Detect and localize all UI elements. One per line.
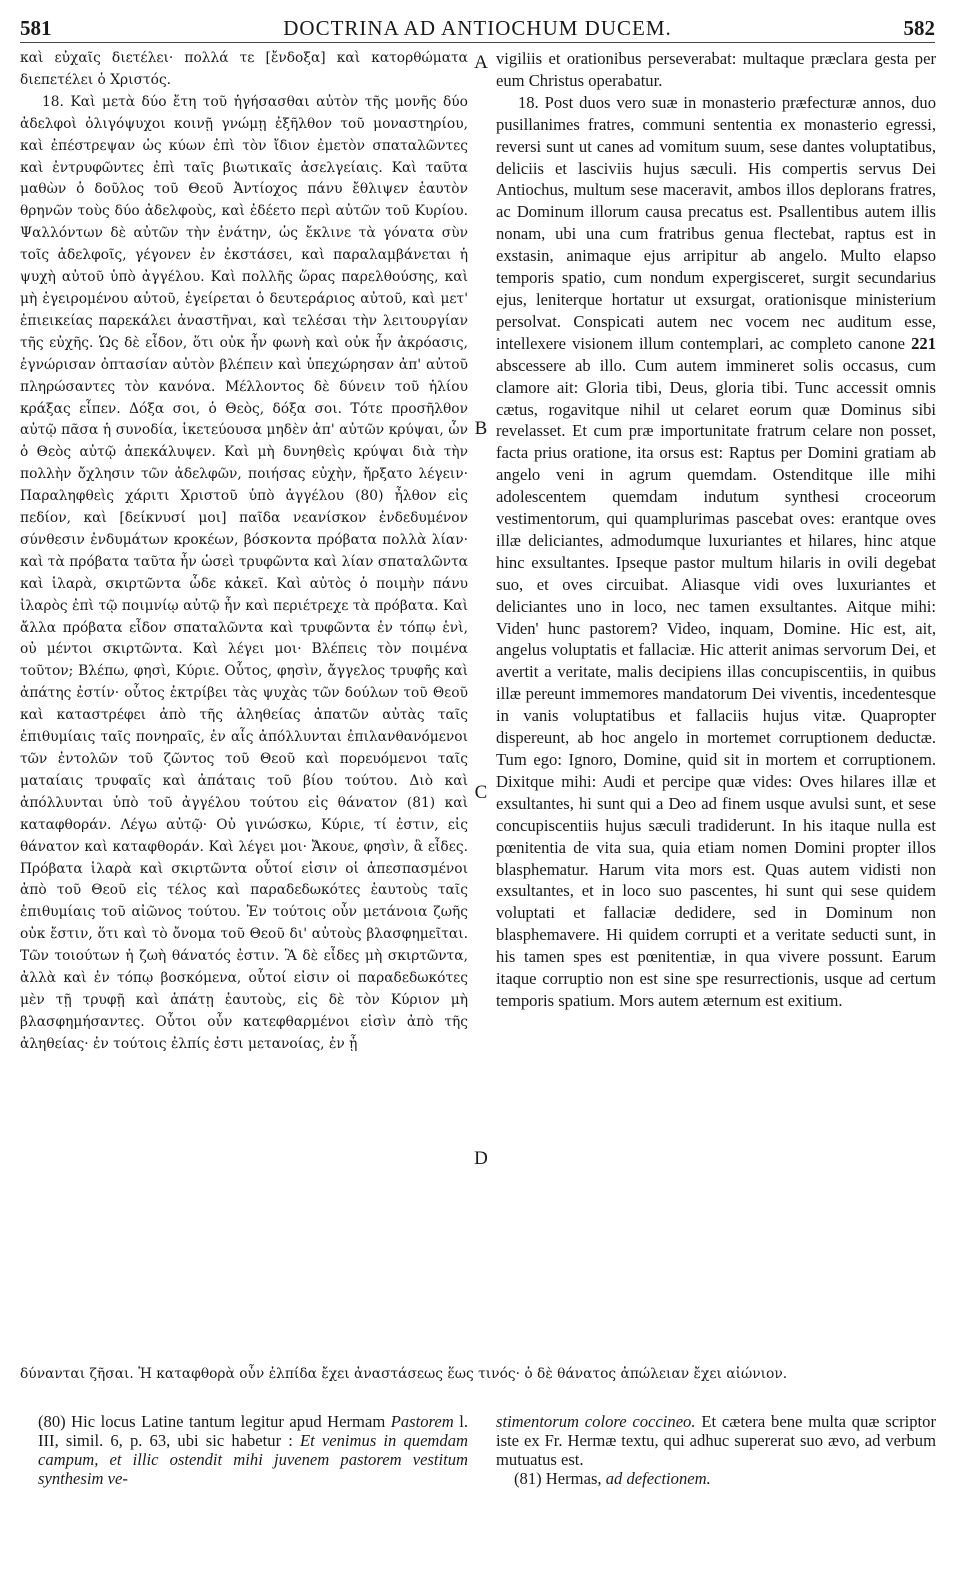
latin-paragraph-18-part-2: abscessere ab illo. Cum autem immineret solis occasus, cum clamore ait: Gloria tibi, Deus, gloria tibi. Tunc accessit omnis cætus, rogavitque nihil ut celaret eorum quæ Dominus sibi revelasset. Et cum præ importunitate fratrum celare non posset, facta prius oratione, ita orsus est: Raptus per Domini gratiam ab angelo veni in agrum quemdam. Ostenditque ille mihi adolescentem quemdam indutum synthesi croceorum vestimentorum, qui quamplurimas pascebat oves: erantque oves illæ deliciantes, admodumque luxuriantes et hilares, hinc atque hinc exsultantes. Ipseque pastor multum hilaris in ovili degebat suo, et oves circuibat. Aliasque vidi oves luxuriantes et deliciantes uno in loco, nec tamen exsultantes. Aitque mihi: Viden' hunc pastorem? Video, inquam, Domine. Hic est, ait, angelus voluptatis et fallaciæ. Hic atterit animas servorum Dei, et avertit a veritate, malis decipiens illas concupiscentiis, in quibus illæ pereunt immemores mandatorum Dei viventis, incedentesque in vanis voluptatibus et fallaciis hujus vitæ. Quapropter dispereunt, ab hoc angelo in mortemet corruptionem deductæ. Tum ego: Ignoro, Domine, quid sit in mortem et corruptionem. Dixitque mihi: Audi et percipe quæ vides: Oves hilares illæ et exsultantes, hi sunt qui a Deo ad finem usque avulsi sunt, et sese concupiscentiis hujus sæculi tradiderunt. In his itaque nulla est pœnitentia de vita sua, quia etiam nomen Domini propter illos blasphematur. Harum vita mors est. Quas autem vidisti non exsultantes, et in loco suo pascentes, hi sunt qui sese quidem voluptati et fallaciæ dedidere, sed in Dominum non blasphemavere. Hi quidem corrupti et a veritate seducti sunt, in his tamen spes est pœnitentiæ, in qua vivere possunt. Earum itaque corruptio non est sine spe resurrectionis, usque ad certum temporis spatium. Mors autem æternum est exitium. (496, 355, 936, 1010)
footnotes-left (20, 1412, 468, 1562)
column-number: 221 (911, 333, 936, 353)
latin-paragraph-18 (496, 92, 936, 1012)
footnote-80-continued (496, 1412, 936, 1469)
footnote-80-quote-end: stimentorum colore coccineo. (496, 1412, 696, 1431)
latin-paragraph-1: vigiliis et orationibus perseverabat: multaque præclara gesta per eum Christus operabatur. (496, 49, 936, 90)
page-number-left: 581 (20, 16, 52, 40)
greek-paragraph-18: 18. Καὶ μετὰ δύο ἔτη τοῦ ἡγήσασθαι αὐτὸν τῆς μονῆς δύο ἀδελφοὶ ὀλιγόψυχοι κοινῇ γνώμῃ ἐξῆλθον τοῦ μοναστηρίου, καὶ ἐπέστρεψαν ὡς κύων ἐπὶ τὸν ἴδιον ἐμετὸν σπαταλῶντες καὶ ἐντρυφῶντες ἐπὶ ταῖς βιωτικαῖς ἀσελγείαις. Καὶ ταῦτα μαθὼν ὁ δοῦλος τοῦ Θεοῦ Ἀντίοχος πάνυ ἔθλιψεν ἑαυτὸν θρηνῶν τοὺς δύο ἀδελφοὺς, καὶ ἐδέετο περὶ αὐτῶν τοῦ Κυρίου. Ψαλλόντων δὲ αὐτῶν τὴν ἐνάτην, ὡς ἔκλινε τὰ γόνατα σὺν τοῖς ἀδελφοῖς, γέγονεν ἐν ἐκστάσει, καὶ παραλαμβάνεται ἡ ψυχὴ αὐτοῦ ὑπὸ ἀγγέλου. Καὶ πολλῆς ὥρας παρελθούσης, καὶ μὴ ἐγειρομένου αὐτοῦ, ἐγείρεται ὁ δευτεράριος αὐτοῦ, καὶ μετ' ἐπιεικείας παρεκάλει ἀναστῆναι, καὶ τελέσαι τὴν λειτουργίαν τῆς εὐχῆς. Ὡς δὲ εἶδον, ὅτι οὐκ ἦν φωνὴ καὶ οὐκ ἦν ἀκρόασις, ἐγνώρισαν ὀπτασίαν αὐτὸν βλέπειν καὶ ὑπεχώρησαν ἀπ' αὐτοῦ πληρώσαντες τὸν κανόνα. Μέλλοντος δὲ δύνειν τοῦ ἡλίου κράξας εἶπεν. Δόξα σοι, ὁ Θεὸς, δόξα σοι. Τότε προσῆλθον αὐτῷ πᾶσα ἡ συνοδία, ἱκετεύουσα μηδὲν ἀπ' αὐτῶν κρύψαι, ὧν ὁ Θεὸς αὐτῷ ἀπεκάλυψεν. Καὶ μὴ δυνηθεὶς κρύψαι διὰ τὴν πολλὴν ὄχλησιν τῶν ἀδελφῶν, ποιήσας εὐχὴν, ἤρξατο λέγειν· Παραληφθεὶς χάριτι Χριστοῦ ὑπὸ ἀγγέλου (80) ἦλθον εἰς πεδίον, καὶ [δείκνυσί μοι] παῖδα νεανίσκον ἐνδεδυμένον σύνθεσιν ἐνδυμάτων κροκέων, βόσκοντα πρόβατα πολλὰ λίαν· καὶ τὰ πρόβατα ταῦτα ἦν ὡσεὶ τρυφῶντα καὶ λίαν σπαταλῶντα καὶ ἱλαρὰ, σκιρτῶντα ὧδε κἀκεῖ. Καὶ αὐτὸς ὁ ποιμὴν πάνυ ἱλαρὸς ἐπὶ τῷ ποιμνίῳ αὐτῷ ἦν καὶ περιέτρεχε τὰ πρόβατα. Καὶ ἄλλα πρόβατα εἶδον σπαταλῶντα καὶ τρυφῶντα ἐν τόπῳ ἑνὶ, οὐ μέντοι σκιρτῶντα. Καὶ λέγει μοι· Βλέπεις τὸν ποιμένα τοῦτον; Βλέπω, φησὶ, Κύριε. Οὗτος, φησὶν, ἄγγελος τρυφῆς καὶ ἀπάτης ἐστίν· οὗτος ἐκτρίβει τὰς ψυχὰς τῶν δούλων τοῦ Θεοῦ καὶ καταστρέφει ἀπὸ τῆς ἀληθείας ἀπατῶν αὐτὰς ταῖς ἐπιθυμίαις ταῖς πονηραῖς, ἐν αἷς ἀπόλλυνται ἐπιλανθανόμενοι τῶν ἐντολῶν τοῦ ζῶντος τοῦ Θεοῦ καὶ πορευόμενοι ταῖς ματαίαις τρυφαῖς καὶ ἀπάταις τοῦ βίου τούτου. Διὸ καὶ ἀπόλλυνται ὑπὸ τοῦ ἀγγέλου τούτου εἰς θάνατον (81) καὶ καταφθοράν. Λέγω αὐτῷ· Οὐ γινώσκω, Κύριε, τί ἐστιν, εἰς θάνατον καὶ καταφθοράν. Καὶ λέγει μοι· Ἄκουε, φησὶν, ἃ εἶδες. Πρόβατα ἱλαρὰ καὶ σκιρτῶντα οὗτοί εἰσιν οἱ ἀπεσπασμένοι ἀπὸ τοῦ Θεοῦ εἰς τέλος καὶ παραδεδωκότες ἑαυτοὺς ταῖς ἐπιθυμίαις τοῦ αἰῶνος τούτου. Ἐν τούτοις οὖν μετάνοια ζωῆς οὐκ ἔστιν, ὅτι καὶ τὸ ὄνομα τοῦ Θεοῦ δι' αὐτοὺς βλασφημεῖται. Τῶν τοιούτων ἡ ζωὴ θάνατός ἐστιν. Ἃ δὲ εἶδες μὴ σκιρτῶντα, ἀλλὰ καὶ ἐν τόπῳ βοσκόμενα, οὗτοί εἰσιν οἱ παραδεδωκότες μὲν τῇ τρυφῇ καὶ ἀπάτῃ ἑαυτοὺς, εἰς δὲ τὸν Κύριον μὴ βλασφημήσαντες. Οὗτοι οὖν κατεφθαρμένοι εἰσὶν ἀπὸ τῆς ἀληθείας· ἐν τούτοις ἐλπίς ἐστι μετανοίας, ἐν ᾗ (20, 93, 468, 1052)
footnote-80-text-1: (80) Hic locus Latine tantum legitur apud Hermam (38, 1412, 386, 1431)
margin-marker-d: D (474, 1148, 488, 1169)
footnote-80 (20, 1412, 468, 1488)
footnote-81 (496, 1469, 936, 1488)
footnote-80-quote: Et venimus in quemdam campum, et illic ostendit mihi juvenem pastorem vestitum synthesim ve- (38, 1431, 468, 1488)
footnote-80-text-2: l. III, simil. 6, p. 63, ubi sic habetur : (38, 1412, 468, 1450)
page-title: DOCTRINA AD ANTIOCHUM DUCEM. (283, 16, 672, 40)
footnote-81-quote: ad defectionem. (605, 1469, 711, 1488)
margin-marker-c: C (474, 782, 488, 803)
footnotes-right (496, 1412, 936, 1562)
margin-marker-a: A (474, 52, 488, 73)
latin-paragraph-18-part-1: 18. Post duos vero suæ in monasterio præfecturæ annos, duo pusillanimes fratres, communi sententia ex monasterio egressi, reversi sunt ut canes ad vomitum suum, sese dantes voluptatibus, deliciis et lasciviis hujus sæculi. His compertis servus Dei Antiochus, multum sese maceravit, ambos illos deplorans fratres, ac Dominum illorum causa precatus est. Psallentibus autem illis nonam, ubi una cum fratribus genua flectebat, raptus est in exstasin, animaque ejus arripitur ab angelo. Multo elapso temporis spatio, cum nondum expergisceret, surgit secundarius ejus, leniterque hortatur ut exsurgat, orationisque ministerium persolvat. Conspicati autem nec vocem nec auditum esse, intellexere visionem illum contemplari, ac completo canone (496, 92, 936, 353)
footnote-80-text-3: Et cætera bene multa quæ scriptor iste ex Fr. Hermæ textu, qui adhuc supererat suo ævo, ad verbum mutuatus est. (496, 1412, 936, 1469)
page-number-right: 582 (903, 16, 935, 40)
running-head (20, 14, 935, 43)
greek-paragraph-1: καὶ εὐχαῖς διετέλει· πολλά τε [ἔνδοξα] καὶ κατορθώματα διεπετέλει ὁ Χριστός. (20, 50, 468, 88)
greek-tail-line: δύνανται ζῆσαι. Ἡ καταφθορὰ οὖν ἐλπίδα ἔχει ἀναστάσεως ἕως τινός· ὁ δὲ θάνατος ἀπώλειαν ἔχει αἰώνιον. (20, 1366, 788, 1382)
margin-marker-b: B (474, 418, 488, 439)
footnote-80-title: Pastorem (390, 1412, 454, 1431)
footnote-81-text: (81) Hermas, (514, 1469, 602, 1488)
latin-column (496, 48, 936, 1368)
greek-column (20, 48, 468, 1368)
